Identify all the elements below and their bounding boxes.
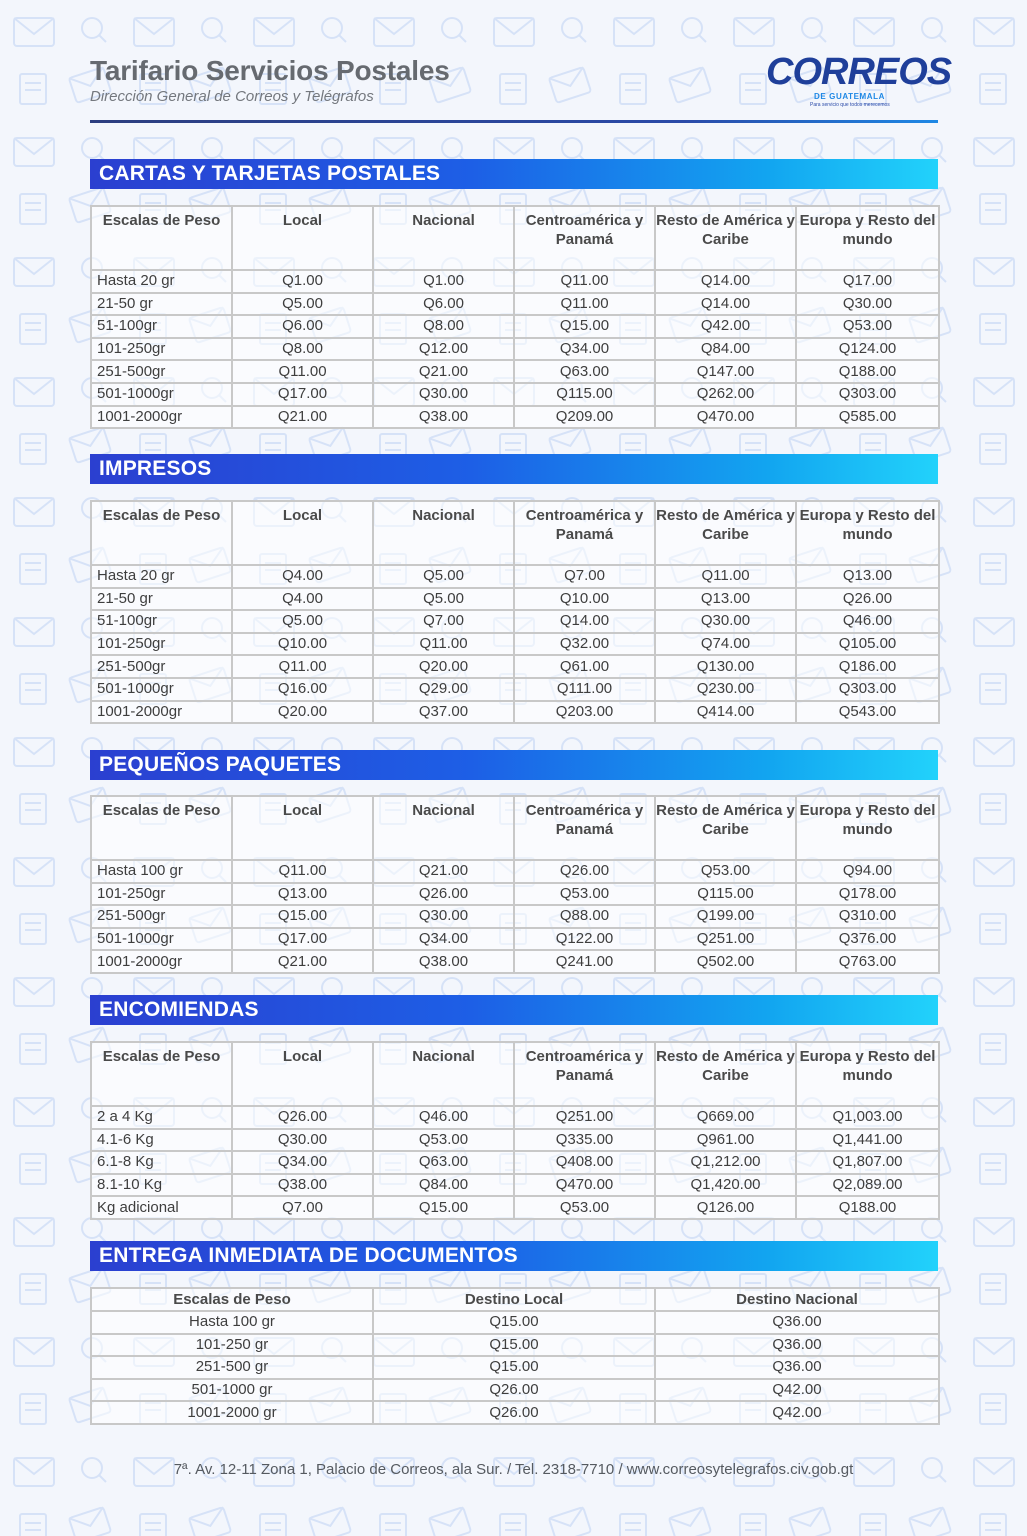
rate-cell: Q251.00	[655, 928, 796, 951]
rate-cell: Q84.00	[373, 1174, 514, 1197]
rate-cell: Q30.00	[655, 610, 796, 633]
rate-cell: Q335.00	[514, 1129, 655, 1152]
table-row	[91, 1196, 939, 1219]
table-row	[91, 1356, 939, 1379]
table-row	[91, 1311, 939, 1334]
weight-range-cell: Hasta 20 gr	[91, 270, 232, 293]
rate-cell: Q115.00	[655, 883, 796, 906]
rate-cell: Q2,089.00	[796, 1174, 939, 1197]
rate-cell: Q13.00	[655, 588, 796, 611]
rate-cell: Q94.00	[796, 860, 939, 883]
rate-cell: Q126.00	[655, 1196, 796, 1219]
header-nacional: Nacional	[373, 796, 514, 860]
table-row	[91, 1151, 939, 1174]
rate-cell: Q4.00	[232, 588, 373, 611]
correos-logo	[766, 51, 952, 112]
rate-cell: Q11.00	[232, 360, 373, 383]
rate-cell: Q15.00	[373, 1311, 655, 1334]
header-divider	[90, 120, 938, 123]
header-escalas: Escalas de Peso	[91, 206, 232, 270]
rate-cell: Q585.00	[796, 406, 939, 429]
header-resto-america: Resto de América y Caribe	[655, 501, 796, 565]
rate-cell: Q111.00	[514, 678, 655, 701]
weight-range-cell: Hasta 100 gr	[91, 860, 232, 883]
rate-cell: Q147.00	[655, 360, 796, 383]
rate-cell: Q38.00	[373, 950, 514, 973]
table-row	[91, 905, 939, 928]
header-escalas: Escalas de Peso	[91, 1288, 373, 1311]
rate-cell: Q203.00	[514, 701, 655, 724]
weight-range-cell: 1001-2000 gr	[91, 1401, 373, 1424]
rate-cell: Q29.00	[373, 678, 514, 701]
rate-cell: Q13.00	[796, 565, 939, 588]
header-local: Local	[232, 501, 373, 565]
rate-cell: Q11.00	[232, 655, 373, 678]
rate-cell: Q15.00	[373, 1356, 655, 1379]
rate-cell: Q34.00	[373, 928, 514, 951]
rate-cell: Q37.00	[373, 701, 514, 724]
rate-cell: Q21.00	[232, 950, 373, 973]
rate-cell: Q1,420.00	[655, 1174, 796, 1197]
rate-cell: Q26.00	[796, 588, 939, 611]
rate-cell: Q11.00	[514, 270, 655, 293]
section-banner-cartas: CARTAS Y TARJETAS POSTALES	[90, 159, 938, 189]
weight-range-cell: 51-100gr	[91, 610, 232, 633]
rate-cell: Q30.00	[373, 383, 514, 406]
table-row	[91, 315, 939, 338]
rate-cell: Q34.00	[232, 1151, 373, 1174]
table-row	[91, 338, 939, 361]
rate-cell: Q303.00	[796, 383, 939, 406]
rate-cell: Q11.00	[232, 860, 373, 883]
rate-cell: Q14.00	[655, 270, 796, 293]
weight-range-cell: 251-500 gr	[91, 1356, 373, 1379]
rate-cell: Q36.00	[655, 1356, 939, 1379]
page-subtitle: Dirección General de Correos y Telégrafos	[90, 88, 374, 105]
section-banner-encomiendas: ENCOMIENDAS	[90, 995, 938, 1025]
section-banner-entrega: ENTREGA INMEDIATA DE DOCUMENTOS	[90, 1241, 938, 1271]
table-row	[91, 565, 939, 588]
weight-range-cell: 251-500gr	[91, 360, 232, 383]
header-escalas: Escalas de Peso	[91, 796, 232, 860]
rate-cell: Q6.00	[373, 293, 514, 316]
table-impresos	[90, 500, 940, 724]
rate-cell: Q10.00	[514, 588, 655, 611]
rate-cell: Q241.00	[514, 950, 655, 973]
rate-cell: Q61.00	[514, 655, 655, 678]
table-row	[91, 678, 939, 701]
weight-range-cell: 8.1-10 Kg	[91, 1174, 232, 1197]
header-europa: Europa y Resto del mundo	[796, 501, 939, 565]
rate-cell: Q11.00	[514, 293, 655, 316]
rate-cell: Q63.00	[373, 1151, 514, 1174]
rate-cell: Q36.00	[655, 1334, 939, 1357]
rate-cell: Q30.00	[796, 293, 939, 316]
rate-cell: Q34.00	[514, 338, 655, 361]
weight-range-cell: 251-500gr	[91, 905, 232, 928]
table-row	[91, 270, 939, 293]
weight-range-cell: 501-1000gr	[91, 928, 232, 951]
rate-cell: Q5.00	[232, 293, 373, 316]
rate-cell: Q8.00	[232, 338, 373, 361]
rate-cell: Q88.00	[514, 905, 655, 928]
header-centroamerica: Centroamérica y Panamá	[514, 1042, 655, 1106]
rate-cell: Q30.00	[373, 905, 514, 928]
weight-range-cell: Kg adicional	[91, 1196, 232, 1219]
weight-range-cell: 1001-2000gr	[91, 950, 232, 973]
rate-cell: Q38.00	[373, 406, 514, 429]
header-europa: Europa y Resto del mundo	[796, 1042, 939, 1106]
rate-cell: Q46.00	[373, 1106, 514, 1129]
rate-cell: Q63.00	[514, 360, 655, 383]
rate-cell: Q230.00	[655, 678, 796, 701]
rate-cell: Q188.00	[796, 360, 939, 383]
header-europa: Europa y Resto del mundo	[796, 206, 939, 270]
header-centroamerica: Centroamérica y Panamá	[514, 501, 655, 565]
weight-range-cell: 101-250gr	[91, 883, 232, 906]
rate-cell: Q17.00	[232, 928, 373, 951]
table-encomiendas	[90, 1041, 940, 1220]
weight-range-cell: 6.1-8 Kg	[91, 1151, 232, 1174]
header-destino-nacional: Destino Nacional	[655, 1288, 939, 1311]
table-row	[91, 701, 939, 724]
rate-cell: Q262.00	[655, 383, 796, 406]
rate-cell: Q115.00	[514, 383, 655, 406]
table-row	[91, 950, 939, 973]
rate-cell: Q543.00	[796, 701, 939, 724]
rate-cell: Q1,807.00	[796, 1151, 939, 1174]
rate-cell: Q38.00	[232, 1174, 373, 1197]
header-destino-local: Destino Local	[373, 1288, 655, 1311]
table-entrega	[90, 1287, 940, 1425]
rate-cell: Q1,441.00	[796, 1129, 939, 1152]
weight-range-cell: 4.1-6 Kg	[91, 1129, 232, 1152]
weight-range-cell: Hasta 100 gr	[91, 1311, 373, 1334]
rate-cell: Q13.00	[232, 883, 373, 906]
rate-cell: Q8.00	[373, 315, 514, 338]
rate-cell: Q408.00	[514, 1151, 655, 1174]
table-row	[91, 1174, 939, 1197]
rate-cell: Q188.00	[796, 1196, 939, 1219]
header-local: Local	[232, 796, 373, 860]
rate-cell: Q961.00	[655, 1129, 796, 1152]
rate-cell: Q21.00	[373, 360, 514, 383]
rate-cell: Q7.00	[232, 1196, 373, 1219]
rate-cell: Q376.00	[796, 928, 939, 951]
weight-range-cell: 101-250gr	[91, 633, 232, 656]
rate-cell: Q26.00	[373, 1401, 655, 1424]
rate-cell: Q414.00	[655, 701, 796, 724]
rate-cell: Q5.00	[232, 610, 373, 633]
weight-range-cell: 501-1000 gr	[91, 1379, 373, 1402]
rate-cell: Q1.00	[232, 270, 373, 293]
rate-cell: Q53.00	[655, 860, 796, 883]
rate-cell: Q36.00	[655, 1311, 939, 1334]
header-resto-america: Resto de América y Caribe	[655, 796, 796, 860]
weight-range-cell: 501-1000gr	[91, 678, 232, 701]
weight-range-cell: 101-250 gr	[91, 1334, 373, 1357]
rate-cell: Q7.00	[514, 565, 655, 588]
table-row	[91, 360, 939, 383]
weight-range-cell: 1001-2000gr	[91, 701, 232, 724]
header-escalas: Escalas de Peso	[91, 1042, 232, 1106]
rate-cell: Q16.00	[232, 678, 373, 701]
rate-cell: Q14.00	[514, 610, 655, 633]
rate-cell: Q12.00	[373, 338, 514, 361]
table-header-row	[91, 1042, 939, 1106]
rate-cell: Q20.00	[373, 655, 514, 678]
rate-cell: Q74.00	[655, 633, 796, 656]
rate-cell: Q1.00	[373, 270, 514, 293]
header-resto-america: Resto de América y Caribe	[655, 1042, 796, 1106]
rate-cell: Q84.00	[655, 338, 796, 361]
table-row	[91, 655, 939, 678]
rate-cell: Q186.00	[796, 655, 939, 678]
header-local: Local	[232, 1042, 373, 1106]
rate-cell: Q7.00	[373, 610, 514, 633]
section-banner-impresos: IMPRESOS	[90, 454, 938, 484]
header-nacional: Nacional	[373, 501, 514, 565]
rate-cell: Q669.00	[655, 1106, 796, 1129]
table-row	[91, 860, 939, 883]
table-row	[91, 383, 939, 406]
table-row	[91, 928, 939, 951]
rate-cell: Q17.00	[796, 270, 939, 293]
rate-cell: Q53.00	[796, 315, 939, 338]
footer-address: 7ª. Av. 12-11 Zona 1, Palacio de Correos, ala Sur. / Tel. 2318-7710 / www.correosytelegrafos.civ.gob.gt	[173, 1461, 854, 1478]
table-row	[91, 1401, 939, 1424]
weight-range-cell: Hasta 20 gr	[91, 565, 232, 588]
weight-range-cell: 1001-2000gr	[91, 406, 232, 429]
rate-cell: Q470.00	[655, 406, 796, 429]
rate-cell: Q26.00	[373, 883, 514, 906]
rate-cell: Q21.00	[373, 860, 514, 883]
header-resto-america: Resto de América y Caribe	[655, 206, 796, 270]
rate-cell: Q53.00	[514, 883, 655, 906]
rate-cell: Q15.00	[232, 905, 373, 928]
rate-cell: Q15.00	[373, 1334, 655, 1357]
rate-cell: Q11.00	[373, 633, 514, 656]
weight-range-cell: 21-50 gr	[91, 293, 232, 316]
table-row	[91, 633, 939, 656]
rate-cell: Q26.00	[514, 860, 655, 883]
rate-cell: Q46.00	[796, 610, 939, 633]
weight-range-cell: 501-1000gr	[91, 383, 232, 406]
table-cartas	[90, 205, 940, 429]
table-header-row	[91, 796, 939, 860]
logo-wordmark: CORREOS	[766, 51, 952, 93]
rate-cell: Q15.00	[514, 315, 655, 338]
rate-cell: Q5.00	[373, 588, 514, 611]
rate-cell: Q199.00	[655, 905, 796, 928]
rate-cell: Q42.00	[655, 1379, 939, 1402]
table-row	[91, 610, 939, 633]
rate-cell: Q502.00	[655, 950, 796, 973]
table-row	[91, 1379, 939, 1402]
table-row	[91, 1106, 939, 1129]
rate-cell: Q14.00	[655, 293, 796, 316]
header-escalas: Escalas de Peso	[91, 501, 232, 565]
rate-cell: Q105.00	[796, 633, 939, 656]
rate-cell: Q122.00	[514, 928, 655, 951]
rate-cell: Q11.00	[655, 565, 796, 588]
header-local: Local	[232, 206, 373, 270]
rate-cell: Q251.00	[514, 1106, 655, 1129]
table-header-row	[91, 501, 939, 565]
table-row	[91, 293, 939, 316]
weight-range-cell: 21-50 gr	[91, 588, 232, 611]
rate-cell: Q42.00	[655, 315, 796, 338]
rate-cell: Q178.00	[796, 883, 939, 906]
rate-cell: Q1,003.00	[796, 1106, 939, 1129]
rate-cell: Q20.00	[232, 701, 373, 724]
section-banner-paquetes: PEQUEÑOS PAQUETES	[90, 750, 938, 780]
rate-cell: Q209.00	[514, 406, 655, 429]
rate-cell: Q10.00	[232, 633, 373, 656]
weight-range-cell: 51-100gr	[91, 315, 232, 338]
rate-cell: Q53.00	[373, 1129, 514, 1152]
table-row	[91, 1129, 939, 1152]
rate-cell: Q130.00	[655, 655, 796, 678]
rate-cell: Q32.00	[514, 633, 655, 656]
rate-cell: Q30.00	[232, 1129, 373, 1152]
header-europa: Europa y Resto del mundo	[796, 796, 939, 860]
rate-cell: Q26.00	[232, 1106, 373, 1129]
rate-cell: Q1,212.00	[655, 1151, 796, 1174]
header-centroamerica: Centroamérica y Panamá	[514, 206, 655, 270]
rate-cell: Q53.00	[514, 1196, 655, 1219]
rate-cell: Q124.00	[796, 338, 939, 361]
rate-cell: Q17.00	[232, 383, 373, 406]
rate-cell: Q310.00	[796, 905, 939, 928]
rate-cell: Q303.00	[796, 678, 939, 701]
table-header-row	[91, 1288, 939, 1311]
weight-range-cell: 2 a 4 Kg	[91, 1106, 232, 1129]
table-header-row	[91, 206, 939, 270]
header-nacional: Nacional	[373, 1042, 514, 1106]
rate-cell: Q26.00	[373, 1379, 655, 1402]
rate-cell: Q5.00	[373, 565, 514, 588]
logo-subtitle: DE GUATEMALA	[814, 92, 886, 101]
rate-cell: Q6.00	[232, 315, 373, 338]
logo-tagline: Para servicio que todos merecemos	[810, 102, 890, 108]
weight-range-cell: 101-250gr	[91, 338, 232, 361]
table-row	[91, 883, 939, 906]
weight-range-cell: 251-500gr	[91, 655, 232, 678]
table-paquetes	[90, 795, 940, 974]
table-row	[91, 406, 939, 429]
rate-cell: Q4.00	[232, 565, 373, 588]
header-nacional: Nacional	[373, 206, 514, 270]
header-centroamerica: Centroamérica y Panamá	[514, 796, 655, 860]
table-row	[91, 1334, 939, 1357]
rate-cell: Q763.00	[796, 950, 939, 973]
rate-cell: Q15.00	[373, 1196, 514, 1219]
rate-cell: Q42.00	[655, 1401, 939, 1424]
rate-cell: Q21.00	[232, 406, 373, 429]
table-row	[91, 588, 939, 611]
page-title: Tarifario Servicios Postales	[90, 55, 450, 86]
rate-cell: Q470.00	[514, 1174, 655, 1197]
